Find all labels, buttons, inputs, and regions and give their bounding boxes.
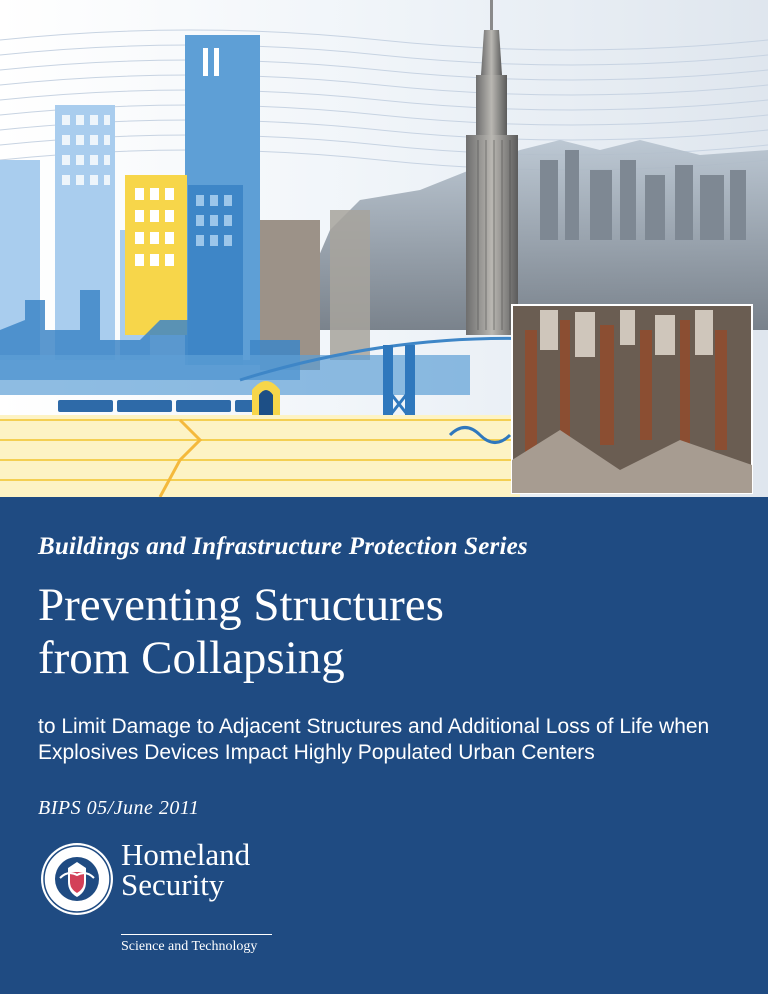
agency-name-line-2: Security [121, 867, 225, 902]
series-title: Buildings and Infrastructure Protection Series [38, 533, 528, 560]
document-title [38, 579, 444, 685]
title-line-1: Preventing Structures [38, 579, 444, 631]
agency-divider [121, 934, 272, 935]
dhs-seal-icon [40, 842, 114, 916]
agency-name-line-1: Homeland [121, 837, 251, 872]
issue-label: BIPS 05/June 2011 [38, 797, 200, 819]
agency-name [121, 837, 251, 902]
agency-division: Science and Technology [121, 939, 258, 954]
document-subtitle: to Limit Damage to Adjacent Structures and Additional Loss of Life when Explosives Devices Impact Highly Populated Urban Centers [38, 715, 710, 764]
title-line-2: from Collapsing [38, 632, 345, 684]
cover-panel [0, 497, 768, 994]
